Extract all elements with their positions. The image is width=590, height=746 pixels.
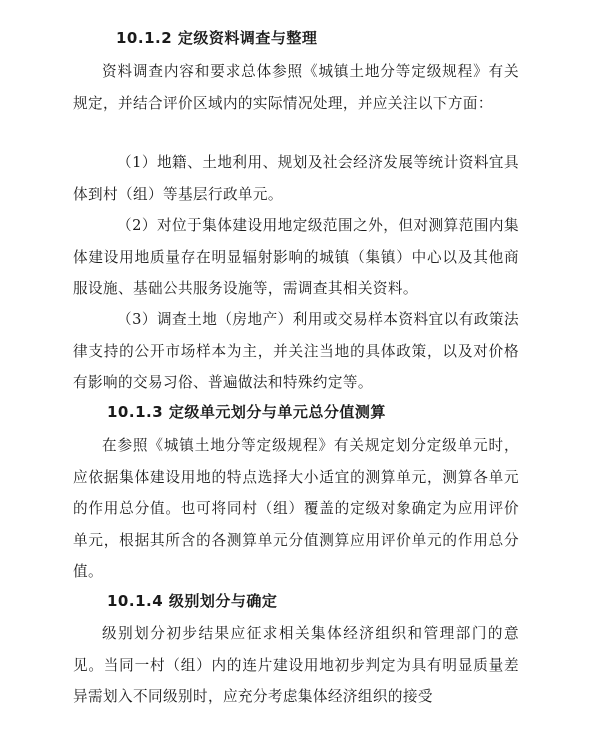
paragraph-item-2: （2）对位于集体建设用地定级范围之外，但对测算范围内集体建设用地质量存在明显辐射影响的城镇（集镇）中心以及其他商服设施、基础公共服务设施等，需调查其相关资料。 bbox=[73, 217, 519, 297]
paragraph-grade-division: 级别划分初步结果应征求相关集体经济组织和管理部门的意见。当同一村（组）内的连片建设用地初步判定为具有明显质量差异需划入不同级别时，应充分考虑集体经济组织的接受 bbox=[73, 625, 519, 705]
section-heading-10-1-4: 10.1.4 级别划分与确定 bbox=[107, 592, 278, 610]
paragraph-item-3: （3）调查土地（房地产）利用或交易样本资料宜以有政策法律支持的公开市场样本为主，并关注当地的具体政策，以及对价格有影响的交易习俗、普遍做法和特殊约定等。 bbox=[73, 311, 519, 391]
paragraph-unit-division: 在参照《城镇土地分等定级规程》有关规定划分定级单元时，应依据集体建设用地的特点选择大小适宜的测算单元，测算各单元的作用总分值。也可将同村（组）覆盖的定级对象确定为应用评价单元，根据其所含的各测算单元分值测算应用评价单元的作用总分值。 bbox=[73, 437, 519, 580]
paragraph-item-1: （1）地籍、土地利用、规划及社会经济发展等统计资料宜具体到村（组）等基层行政单元。 bbox=[73, 154, 519, 203]
section-heading-10-1-3: 10.1.3 定级单元划分与单元总分值测算 bbox=[107, 403, 386, 421]
section-heading-10-1-2: 10.1.2 定级资料调查与整理 bbox=[116, 29, 318, 47]
paragraph-data-survey-intro: 资料调查内容和要求总体参照《城镇土地分等定级规程》有关规定，并结合评价区域内的实际情况处理，并应关注以下方面： bbox=[73, 63, 519, 112]
